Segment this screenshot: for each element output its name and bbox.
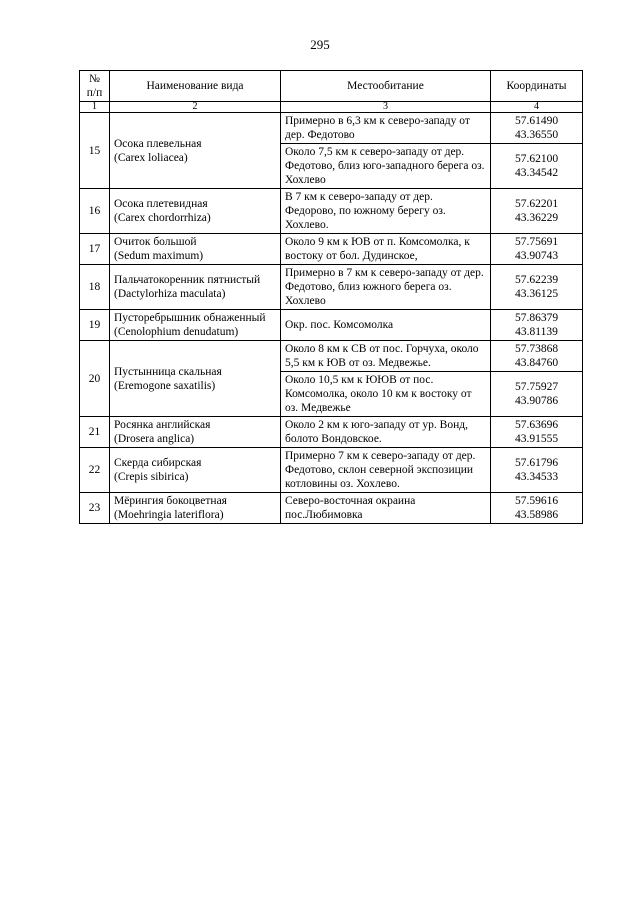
coordinates-cell (491, 448, 583, 493)
longitude-value: 43.34533 (514, 471, 559, 483)
habitat-cell: Около 9 км к ЮВ от п. Комсомолка, к востоку от бол. Дудинское, (281, 234, 491, 265)
column-index: 2 (110, 102, 281, 113)
coordinates-cell (491, 341, 583, 372)
table-header (80, 71, 583, 113)
table-row (80, 417, 583, 448)
habitat-cell: Северо-восточная окраина пос.Любимовка (281, 493, 491, 524)
species-name-latin: (Carex chordorrhiza) (114, 212, 211, 224)
species-name-latin: (Carex loliacea) (114, 151, 188, 164)
species-name-latin: (Cenolophium denudatum) (114, 326, 239, 338)
habitat-cell: Примерно в 7 км к северо-западу от дер. Федотово, близ южного берега оз. Хохлево (281, 265, 491, 310)
species-name-latin: (Eremogone saxatilis) (114, 379, 216, 392)
header-row (80, 71, 583, 102)
species-name-ru: Скерда сибирская (114, 457, 202, 469)
page-number: 295 (310, 37, 330, 52)
coordinates-cell (491, 189, 583, 234)
table-row (80, 448, 583, 493)
table-body (80, 113, 583, 524)
coordinates-cell (491, 144, 583, 189)
habitat-cell: Около 7,5 км к северо-западу от дер. Федотово, близ юго-западного берега оз. Хохлево (281, 144, 491, 189)
habitat-cell: Около 10,5 км к ЮЮВ от пос. Комсомолка, около 10 км к востоку от оз. Медвежье (281, 372, 491, 417)
species-name-ru: Росянка английская (114, 419, 211, 431)
column-index: 4 (491, 102, 583, 113)
table-row (80, 234, 583, 265)
latitude-value: 57.62100 (514, 153, 559, 165)
species-name-cell (110, 341, 281, 417)
latitude-value: 57.86379 (514, 312, 559, 324)
longitude-value: 43.90743 (514, 250, 559, 262)
species-name-ru: Пусторебрышник обнаженный (114, 312, 266, 324)
species-name-ru: Пальчатокоренник пятнистый (114, 274, 261, 286)
longitude-value: 43.91555 (514, 433, 559, 445)
species-name-latin: (Crepis sibirica) (114, 471, 189, 483)
table-row (80, 310, 583, 341)
column-index: 3 (281, 102, 491, 113)
table-row (80, 493, 583, 524)
species-name-cell (110, 417, 281, 448)
longitude-value: 43.36229 (514, 212, 559, 224)
table-row (80, 265, 583, 310)
species-name-latin: (Dactylorhiza maculata) (114, 288, 226, 300)
species-name-ru: Мёрингия бокоцветная (114, 495, 227, 507)
habitat-cell: В 7 км к северо-западу от дер. Федорово, по южному берегу оз. Хохлево. (281, 189, 491, 234)
longitude-value: 43.58986 (514, 509, 559, 521)
row-number: 20 (80, 341, 110, 417)
longitude-value: 43.36550 (514, 129, 559, 141)
header-coords: Координаты (491, 71, 583, 102)
habitat-cell: Около 2 км к юго-западу от ур. Вонд, болото Вондовское. (281, 417, 491, 448)
column-index-row (80, 102, 583, 113)
row-number: 16 (80, 189, 110, 234)
longitude-value: 43.84760 (514, 357, 559, 369)
latitude-value: 57.75927 (514, 381, 559, 393)
species-name-cell (110, 310, 281, 341)
habitat-cell: Примерно 7 км к северо-западу от дер. Федотово, склон северной экспозиции котловины оз. Хохлево. (281, 448, 491, 493)
table-row (80, 113, 583, 144)
row-number: 18 (80, 265, 110, 310)
row-number: 23 (80, 493, 110, 524)
row-number: 22 (80, 448, 110, 493)
coordinates-cell (491, 493, 583, 524)
coordinates-cell (491, 372, 583, 417)
species-name-latin: (Drosera anglica) (114, 433, 195, 445)
row-number: 15 (80, 113, 110, 189)
longitude-value: 43.81139 (515, 326, 558, 338)
header-habitat: Местообитание (281, 71, 491, 102)
coordinates-cell (491, 265, 583, 310)
species-name-cell (110, 189, 281, 234)
habitat-cell: Около 8 км к СВ от пос. Горчуха, около 5,5 км к ЮВ от оз. Медвежье. (281, 341, 491, 372)
latitude-value: 57.61796 (514, 457, 559, 469)
habitat-cell: Примерно в 6,3 км к северо-западу от дер. Федотово (281, 113, 491, 144)
latitude-value: 57.62201 (514, 198, 559, 210)
species-name-latin: (Sedum maximum) (114, 250, 204, 262)
header-num: № п/п (80, 71, 110, 102)
coordinates-cell (491, 417, 583, 448)
species-name-ru: Осока плевельная (114, 137, 202, 150)
species-table (79, 70, 583, 524)
latitude-value: 57.73868 (514, 343, 559, 355)
species-name-cell (110, 493, 281, 524)
latitude-value: 57.59616 (514, 495, 559, 507)
latitude-value: 57.62239 (514, 274, 559, 286)
species-name-latin: (Moehringia lateriflora) (114, 509, 224, 521)
longitude-value: 43.34542 (514, 167, 559, 179)
latitude-value: 57.61490 (514, 115, 559, 127)
header-name: Наименование вида (110, 71, 281, 102)
column-index: 1 (80, 102, 110, 113)
table-row (80, 341, 583, 372)
row-number: 17 (80, 234, 110, 265)
table-row (80, 189, 583, 234)
longitude-value: 43.36125 (514, 288, 559, 300)
species-name-cell (110, 234, 281, 265)
species-name-cell (110, 448, 281, 493)
species-name-ru: Очиток большой (114, 236, 197, 248)
coordinates-cell (491, 234, 583, 265)
coordinates-cell (491, 310, 583, 341)
species-name-ru: Пустынница скальная (114, 365, 222, 378)
species-name-ru: Осока плетевидная (114, 198, 208, 210)
longitude-value: 43.90786 (514, 395, 559, 407)
species-name-cell (110, 265, 281, 310)
row-number: 21 (80, 417, 110, 448)
coordinates-cell (491, 113, 583, 144)
habitat-cell: Окр. пос. Комсомолка (281, 310, 491, 341)
row-number: 19 (80, 310, 110, 341)
latitude-value: 57.75691 (514, 236, 559, 248)
species-name-cell (110, 113, 281, 189)
latitude-value: 57.63696 (514, 419, 559, 431)
